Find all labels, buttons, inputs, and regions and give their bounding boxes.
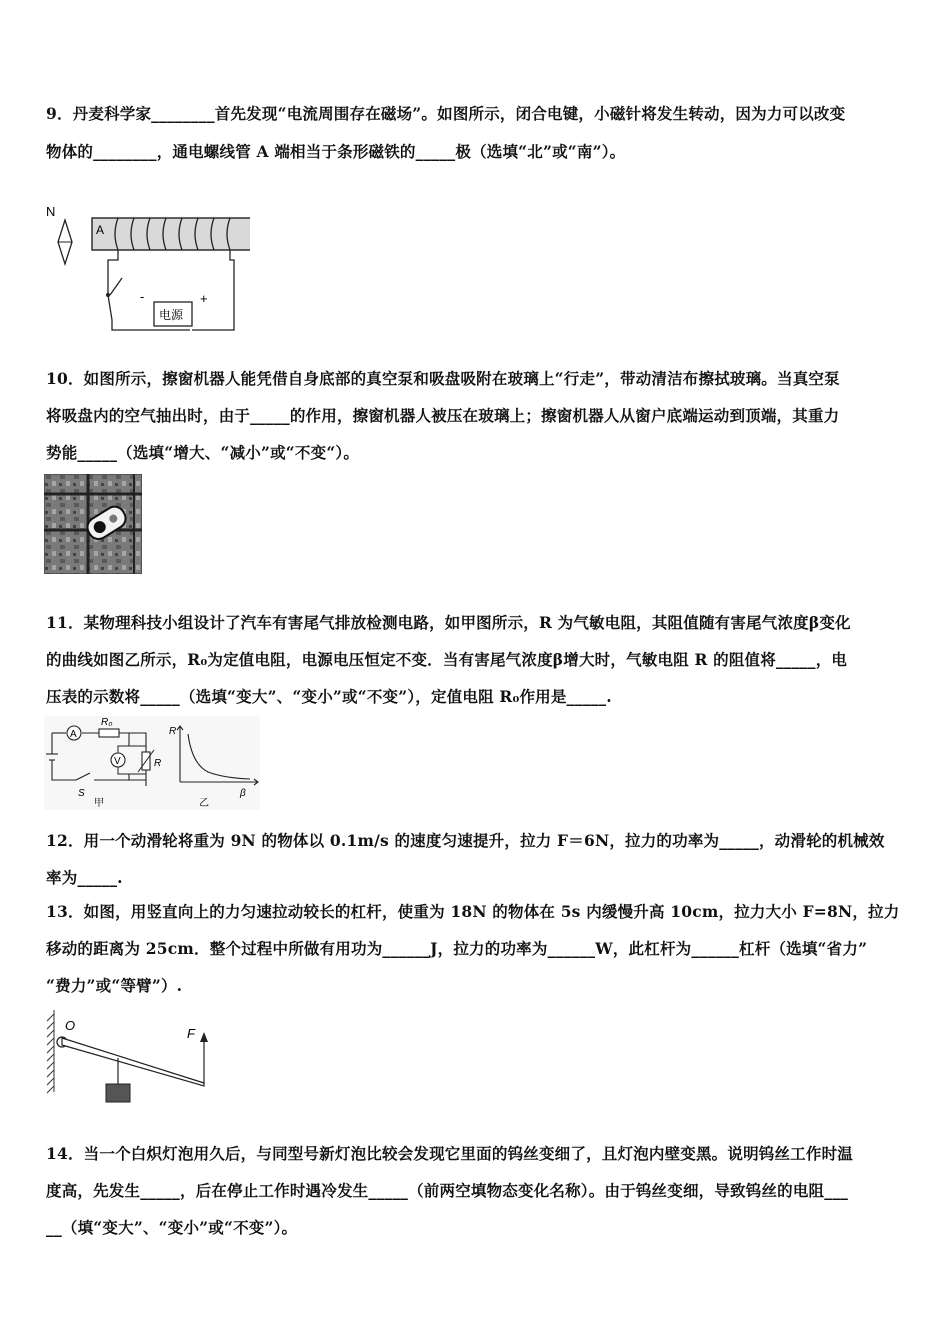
minus-label: - [140, 289, 145, 304]
r0-label: R₀ [101, 717, 113, 728]
compass-n-label: N [46, 204, 56, 219]
q9-line2: 物体的________，通电螺线管 A 端相当于条形磁铁的_____极（选填“北”或“南”）。 [46, 142, 626, 161]
wall-hatching [47, 1010, 54, 1093]
weight-block [106, 1084, 130, 1102]
q12-line2: 率为_____. [46, 868, 123, 887]
q10-line2: 将吸盘内的空气抽出时，由于_____的作用，擦窗机器人被压在玻璃上；擦窗机器人从窗户底端运动到顶端，其重力 [46, 406, 840, 425]
jia-label: 甲 [94, 798, 104, 809]
ammeter-label: A [70, 729, 77, 740]
q13-line2: 移动的距离为 25cm．整个过程中所做有用功为______J，拉力的功率为______W，此杠杆为______杠杆（选填“省力” [46, 939, 868, 958]
solenoid-core [92, 218, 250, 250]
pivot-o-label: O [65, 1018, 76, 1033]
power-source-label: 电源 [159, 308, 184, 322]
plus-label: + [200, 291, 208, 306]
axis-beta-label: β [240, 788, 246, 799]
gas-sensor-circuit-figure [44, 716, 260, 810]
yi-label: 乙 [199, 798, 209, 809]
q11-line2: 的曲线如图乙所示，R₀为定值电阻，电源电压恒定不变．当有害尾气浓度β增大时，气敏电阻 R 的阻值将_____，电 [46, 650, 848, 669]
q14-line3: __（填“变大”、“变小”或“不变”）。 [46, 1218, 298, 1237]
resistor-r0 [99, 729, 119, 737]
switch-s-label: S [78, 788, 85, 799]
q9-line1: 9．丹麦科学家________首先发现“电流周围存在磁场”。如图所示，闭合电键，小磁针将发生转动，因为力可以改变 [46, 104, 846, 123]
r-label: R [154, 758, 162, 769]
q14-line1: 14．当一个白炽灯泡用久后，与同型号新灯泡比较会发现它里面的钨丝变细了，且灯泡内壁变黑。说明钨丝工作时温 [46, 1144, 853, 1163]
window-robot-photo [44, 474, 142, 574]
q11-line1: 11．某物理科技小组设计了汽车有害尾气排放检测电路，如甲图所示，R 为气敏电阻，其阻值随有害尾气浓度β变化 [46, 613, 851, 632]
q13-line3: “费力”或“等臂”）. [46, 976, 183, 995]
axis-r-label: R [169, 726, 177, 737]
q13-line1: 13．如图，用竖直向上的力匀速拉动较长的杠杆，使重为 18N 的物体在 5s 内缓慢升高 10cm，拉力大小 F=8N，拉力 [46, 902, 900, 921]
force-f-label: F [187, 1026, 195, 1041]
q10-line3: 势能_____（选填“增大、“减小”或“不变“）。 [46, 443, 360, 462]
solenoid-circuit-figure [40, 200, 250, 350]
voltmeter-label: V [114, 756, 121, 767]
switch-icon [110, 278, 122, 295]
q11-line3: 压表的示数将_____（选填“变大”、“变小”或“不变”），定值电阻 R₀作用是_____. [46, 687, 612, 706]
q10-line1: 10．如图所示，擦窗机器人能凭借自身底部的真空泵和吸盘吸附在玻璃上“行走”，带动清洁布擦拭玻璃。当真空泵 [46, 369, 840, 388]
q14-line2: 度高，先发生_____，后在停止工作时遇冷发生_____（前两空填物态变化名称）。由于钨丝变细，导致钨丝的电阻___ [46, 1181, 849, 1200]
lever-bar [62, 1038, 204, 1086]
lever-figure [44, 1008, 220, 1108]
q12-line1: 12．用一个动滑轮将重为 9N 的物体以 0.1m/s 的速度匀速提升，拉力 F＝6N，拉力的功率为_____，动滑轮的机械效 [46, 831, 885, 850]
solenoid-a-label: A [96, 223, 105, 237]
